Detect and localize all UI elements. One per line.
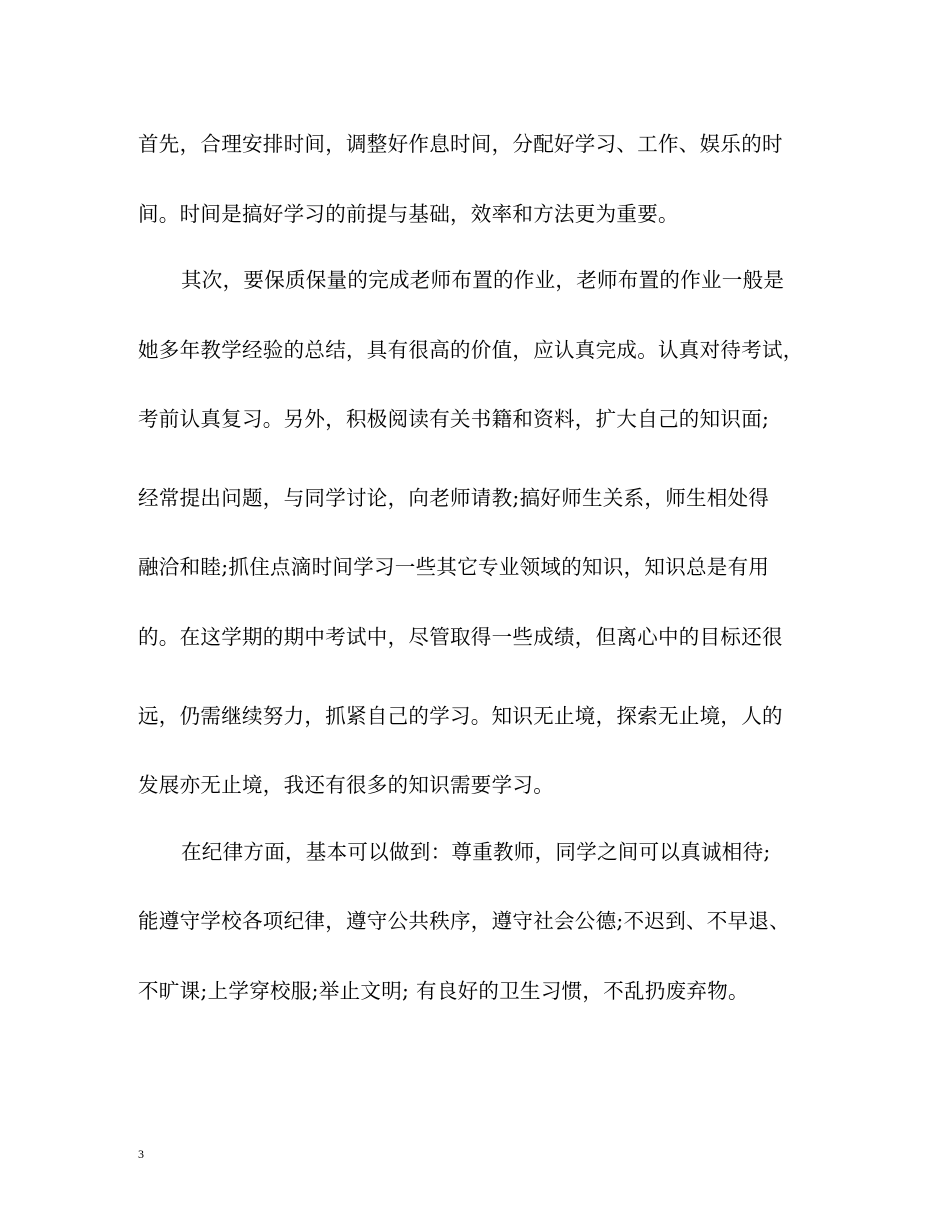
paragraph-line: 首先，合理安排时间，调整好作息时间，分配好学习、工作、娱乐的时 bbox=[138, 132, 783, 156]
paragraph-line: 远，仍需继续努力，抓紧自己的学习。知识无止境，探索无止境，人的 bbox=[138, 704, 783, 728]
paragraph-line: 发展亦无止境，我还有很多的知识需要学习。 bbox=[138, 773, 554, 797]
paragraph-line: 融洽和睦;抓住点滴时间学习一些其它专业领域的知识，知识总是有用 bbox=[138, 555, 770, 579]
paragraph-line: 能遵守学校各项纪律，遵守公共秩序，遵守社会公德;不迟到、不早退、 bbox=[138, 909, 791, 933]
paragraph-line: 的。在这学期的期中考试中，尽管取得一些成绩，但离心中的目标还很 bbox=[138, 625, 783, 649]
page-number: 3 bbox=[138, 1147, 144, 1161]
paragraph-line: 不旷课;上学穿校服;举止文明; 有良好的卫生习惯，不乱扔废弃物。 bbox=[138, 979, 749, 1003]
paragraph-line: 经常提出问题，与同学讨论，向老师请教;搞好师生关系，师生相处得 bbox=[138, 486, 770, 510]
paragraph-line: 考前认真复习。另外，积极阅读有关书籍和资料，扩大自己的知识面; bbox=[138, 407, 770, 431]
paragraph-line: 其次，要保质保量的完成老师布置的作业，老师布置的作业一般是 bbox=[181, 268, 785, 292]
paragraph-line: 她多年教学经验的总结，具有很高的价值，应认真完成。认真对待考试， bbox=[138, 338, 804, 362]
paragraph-line: 在纪律方面，基本可以做到：尊重教师，同学之间可以真诚相待; bbox=[181, 840, 771, 864]
paragraph-line: 间。时间是搞好学习的前提与基础，效率和方法更为重要。 bbox=[138, 202, 679, 226]
